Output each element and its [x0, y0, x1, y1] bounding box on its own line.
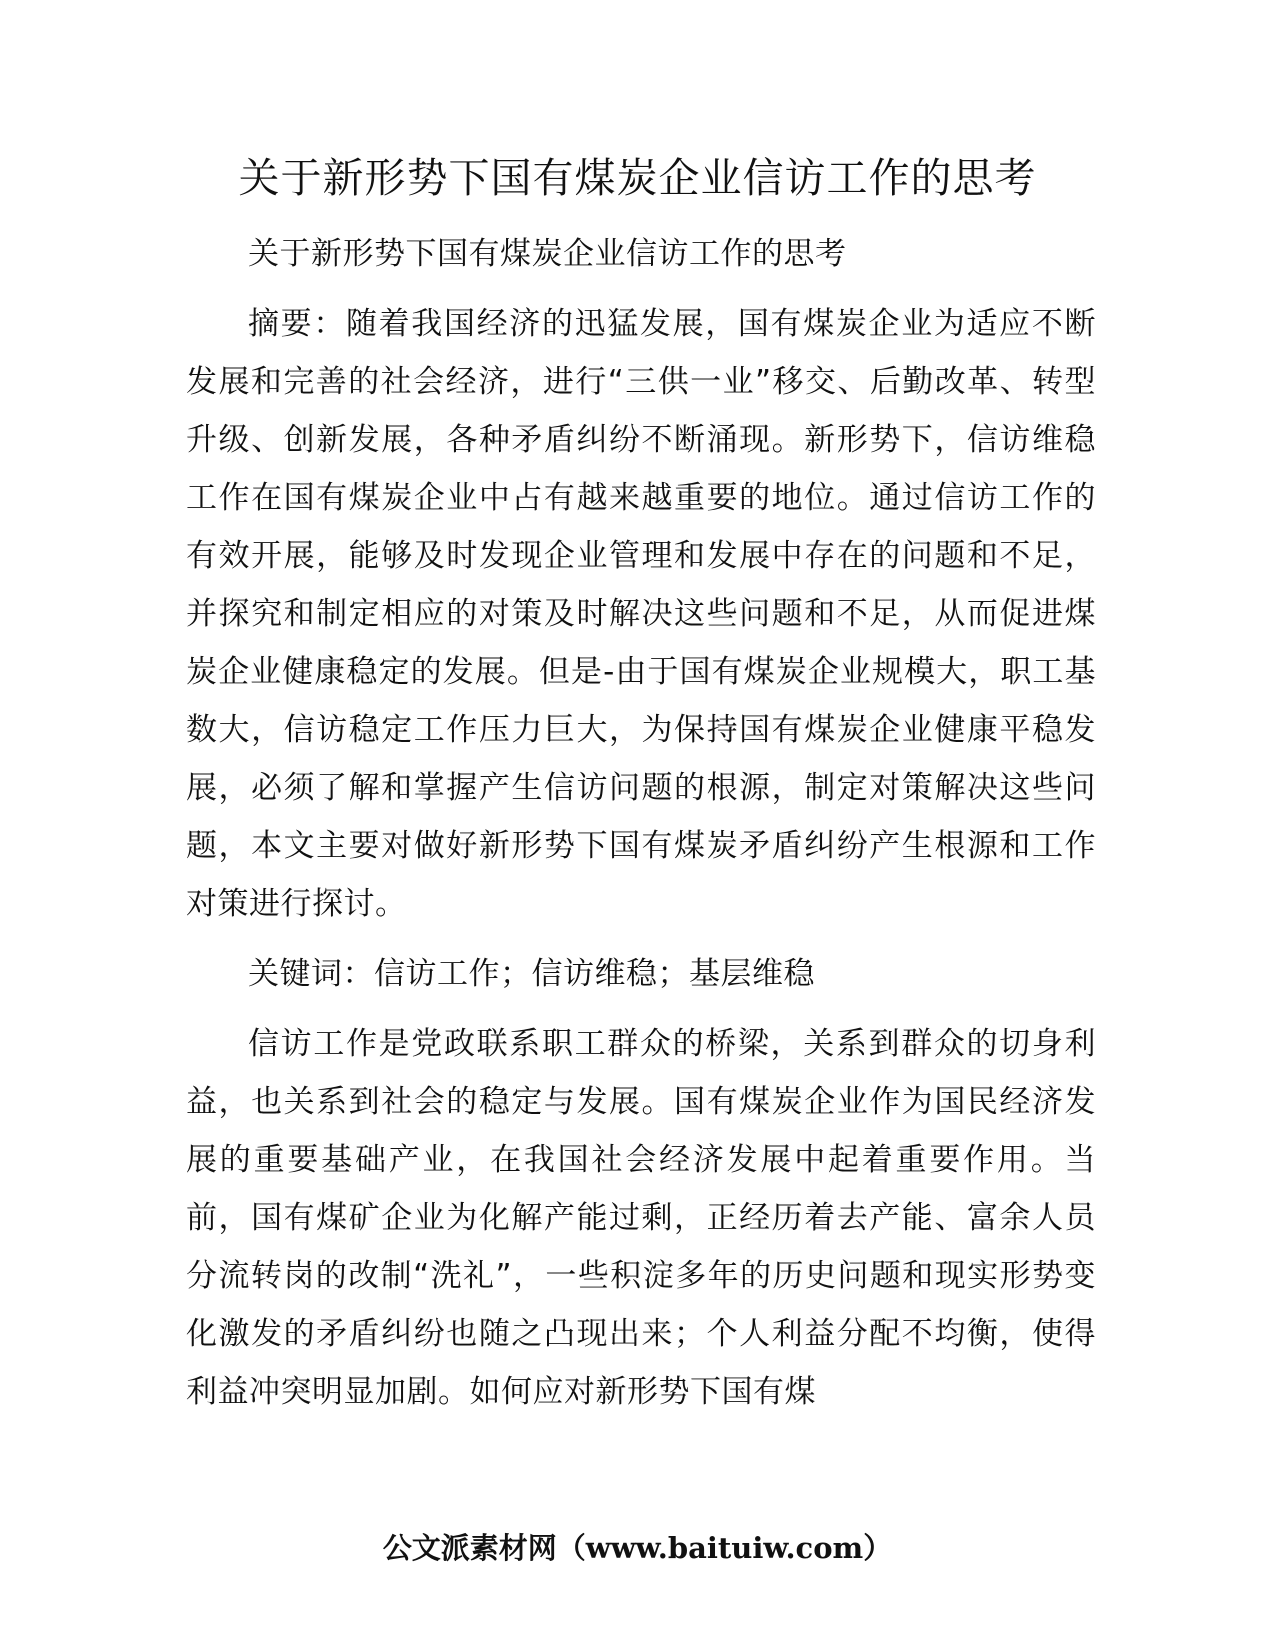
document-body — [186, 225, 1096, 1421]
subtitle-paragraph: 关于新形势下国有煤炭企业信访工作的思考 — [248, 236, 847, 272]
document-title: 关于新形势下国有煤炭企业信访工作的思考 — [238, 154, 1037, 202]
body-paragraph: 信访工作是党政联系职工群众的桥梁，关系到群众的切身利益，也关系到社会的稳定与发展。国有煤炭企业作为国民经济发展的重要基础产业，在我国社会经济发展中起着重要作用。当前，国有煤矿企业为化解产能过剩，正经历着去产能、富余人员分流转岗的改制“洗礼”，一些积淀多年的历史问题和现实形势变化激发的矛盾纠纷也随之凸现出来；个人利益分配不均衡，使得利益冲突明显加剧。如何应对新形势下国有煤 — [186, 1026, 1096, 1410]
abstract-paragraph: 摘要：随着我国经济的迅猛发展，国有煤炭企业为适应不断发展和完善的社会经济，进行“三供一业”移交、后勤改革、转型升级、创新发展，各种矛盾纠纷不断涌现。新形势下，信访维稳工作在国有煤炭企业中占有越来越重要的地位。通过信访工作的有效开展，能够及时发现企业管理和发展中存在的问题和不足，并探究和制定相应的对策及时解决这些问题和不足，从而促进煤炭企业健康稳定的发展。但是-由于国有煤炭企业规模大，职工基数大，信访稳定工作压力巨大，为保持国有煤炭企业健康平稳发展，必须了解和掌握产生信访问题的根源，制定对策解决这些问题，本文主要对做好新形势下国有煤炭矛盾纠纷产生根源和工作对策进行探讨。 — [186, 306, 1096, 922]
keywords-paragraph: 关键词：信访工作；信访维稳；基层维稳 — [248, 956, 815, 992]
footer-watermark: 公文派素材网（www.baituiw.com） — [382, 1531, 893, 1565]
